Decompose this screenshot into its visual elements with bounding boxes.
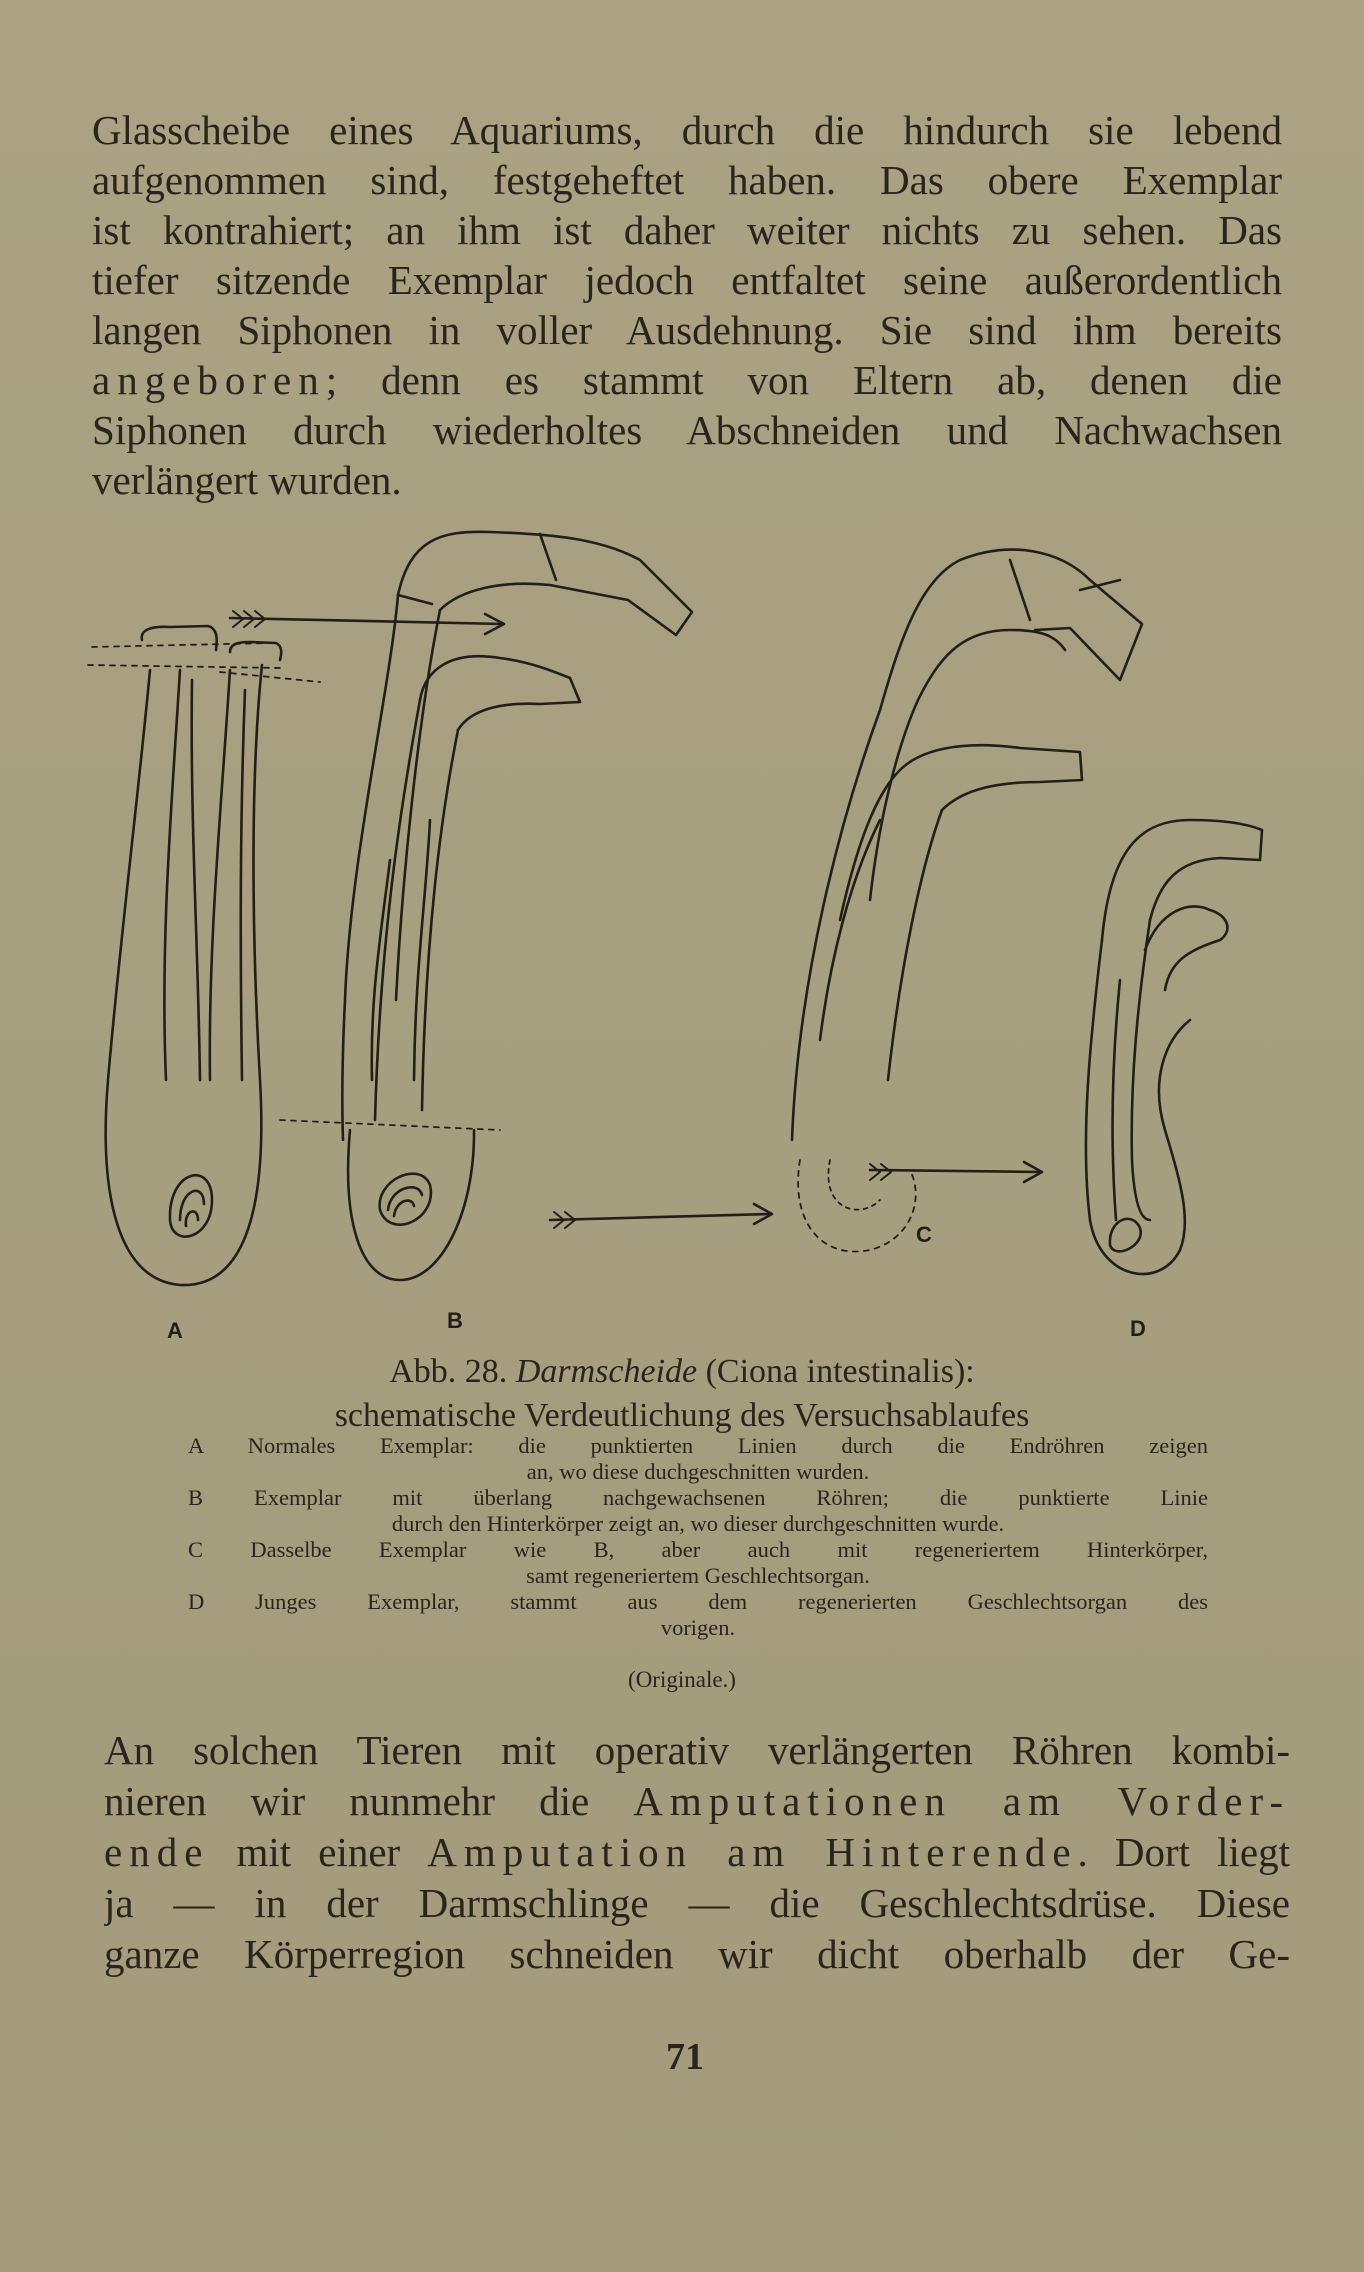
legend-item-a: A Normales Exemplar: die punktierten Linien durch die Endröhren zeigen (188, 1433, 1208, 1458)
legend-item-c: C Dasselbe Exemplar wie B, aber auch mit regeneriertem Hinterkörper, (188, 1537, 1208, 1562)
text-fragment: . Dort liegt (1077, 1829, 1290, 1875)
text-fragment: mit einer (209, 1829, 428, 1875)
text-fragment: nieren wir nunmehr die (104, 1778, 634, 1824)
specimen-c-drawing (792, 550, 1142, 1252)
legend-item-b: B Exemplar mit überlang nachgewachsenen Röhren; die punktierte Linie (188, 1485, 1208, 1510)
figure-legend (188, 1433, 1208, 1641)
arrow-icon (230, 611, 504, 634)
figure-label-a: A (167, 1318, 183, 1343)
text-line: ist kontrahiert; an ihm ist daher weiter nichts zu sehen. Das (92, 207, 1282, 253)
legend-item-d-cont: vorigen. (660, 1615, 736, 1640)
caption-line-2: schematische Verdeutlichung des Versuchsablaufes (334, 1397, 1030, 1434)
figure-caption-title (150, 1350, 1214, 1438)
top-paragraph (92, 105, 1282, 505)
figure-ciona-illustration (80, 520, 1300, 1360)
figure-source-note: (Originale.) (628, 1667, 736, 1692)
text-line: langen Siphonen in voller Ausdehnung. Sie sind ihm bereits (92, 307, 1282, 353)
emphasized-word: angeboren (92, 357, 326, 403)
text-line: ja — in der Darmschlinge — die Geschlechtsdrüse. Diese (104, 1880, 1290, 1926)
text-line: Siphonen durch wiederholtes Abschneiden und Nachwachsen (92, 407, 1282, 453)
emphasized-word: ende (104, 1829, 210, 1875)
text-line: aufgenommen sind, festgeheftet haben. Das obere Exemplar (92, 157, 1282, 203)
specimen-a-drawing (88, 626, 320, 1285)
text-line: Glasscheibe eines Aquariums, durch die hindurch sie lebend (92, 107, 1282, 153)
legend-item-d: D Junges Exemplar, stammt aus dem regenerierten Geschlechtsorgan des (188, 1589, 1208, 1614)
caption-latin-name: (Ciona intestinalis): (705, 1353, 975, 1390)
legend-item-c-cont: samt regeneriertem Geschlechtsorgan. (526, 1563, 870, 1588)
text-line (104, 1827, 1290, 1878)
text-line: ganze Körperregion schneiden wir dicht oberhalb der Ge- (104, 1931, 1290, 1977)
text-line (92, 355, 1282, 405)
page-number: 71 (666, 2036, 704, 2078)
text-line: tiefer sitzende Exemplar jedoch entfaltet seine außerordentlich (92, 257, 1282, 303)
legend-item-b-cont: durch den Hinterkörper zeigt an, wo dieser durchgeschnitten wurde. (391, 1511, 1005, 1536)
legend-item-a-cont: an, wo diese duchgeschnitten wurden. (526, 1459, 870, 1484)
figure-label-c: C (916, 1222, 932, 1247)
emphasized-phrase: Amputationen am Vorder- (633, 1778, 1290, 1824)
caption-prefix: Abb. 28. (389, 1353, 508, 1390)
text-line: An solchen Tieren mit operativ verlängerten Röhren kombi- (104, 1727, 1290, 1773)
text-line: verlängert wurden. (92, 457, 402, 503)
caption-line-1 (150, 1350, 1214, 1394)
figure-label-d: D (1130, 1316, 1146, 1341)
specimen-d-drawing (1086, 820, 1262, 1274)
arrow-icon (550, 1204, 772, 1228)
text-fragment: ; denn es stammt von Eltern ab, denen die (325, 357, 1282, 403)
specimen-b-drawing (280, 532, 692, 1280)
figure-label-b: B (447, 1308, 463, 1333)
bottom-paragraph (104, 1725, 1290, 1980)
text-line (104, 1776, 1290, 1827)
caption-common-name: Darmscheide (515, 1353, 698, 1390)
emphasized-phrase: Amputation am Hinterende (427, 1829, 1078, 1875)
